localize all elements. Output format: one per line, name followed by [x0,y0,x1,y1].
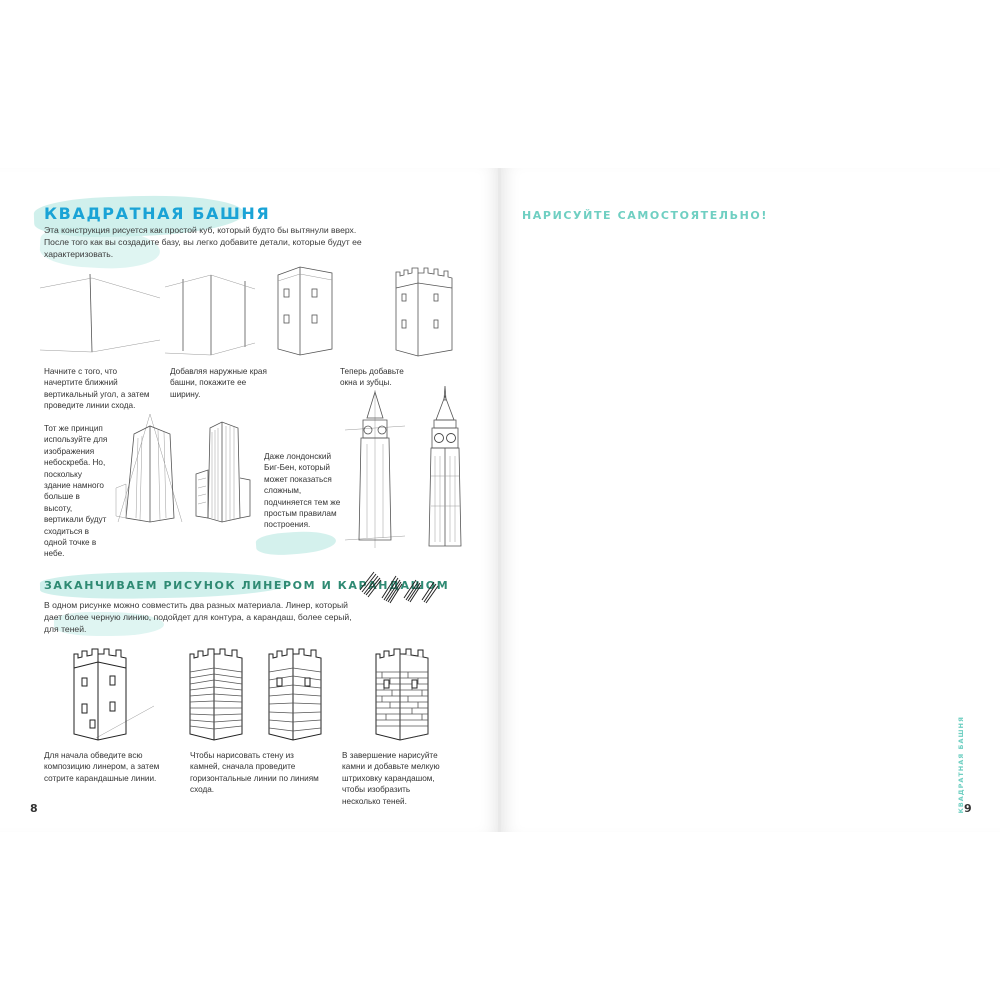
sketch-tower-liner [66,646,156,742]
bigben-brush-stroke [255,529,336,557]
section-title-liner-pencil: ЗАКАНЧИВАЕМ РИСУНОК ЛИНЕРОМ И КАРАНДАШОМ [44,579,450,592]
sketch-step3 [270,263,340,358]
sketch-step2 [165,273,255,358]
page-number-left: 8 [30,802,38,815]
pencil-hatching-swatches [356,570,440,606]
caption-stones: Чтобы нарисовать стену из камней, сначала проведите горизонтальные линии по линиям схода. [190,751,319,795]
sketch-skyscraper-finished [188,418,258,524]
sketch-tower-horizontal-lines-2 [265,646,325,742]
sketch-skyscraper-construction [112,414,187,524]
section-lead-liner-pencil: В одном рисунке можно совместить два разных материала. Линер, который дает более черную линию, подойдет для контура, а карандаш, более серый, для теней. [44,600,352,634]
right-page [501,168,1000,832]
sketch-tower-horizontal-lines [186,646,246,742]
caption-step1: Начните с того, что начертите ближний вертикальный угол, а затем проведите линии схода. [44,367,150,411]
book-spread [0,168,1000,832]
caption-finish: В завершение нарисуйте камни и добавьте мелкую штриховку карандашом, чтобы изобразить несколько теней. [342,751,440,806]
caption-step2: Добавляя наружные края башни, покажите ее ширину. [170,367,267,399]
caption-skyscraper: Тот же принцип используйте для изображения небоскреба. Но, поскольку здание намного больше в высоту, вертикали будут сходиться в одной точке в небе. [44,424,108,559]
sketch-step3-battlements [390,266,460,358]
caption-bigben: Даже лондонский Биг-Бен, который может показаться сложным, подчиняется тем же простым правилам построения. [264,452,341,530]
side-tab-label: КВАДРАТНАЯ БАШНЯ [957,716,965,814]
sketch-bigben-finished [420,386,470,550]
section-title-square-tower: КВАДРАТНАЯ БАШНЯ [44,204,271,223]
page-number-right: 9 [964,802,972,815]
sketch-bigben-construction [345,390,405,550]
sketch-step1 [40,268,160,358]
section-lead-square-tower: Эта конструкция рисуется как простой куб, который будто бы вытянули вверх. После того как вы создадите базу, вы легко добавите детали, которые будут ее характеризовать. [44,225,362,259]
practice-title: НАРИСУЙТЕ САМОСТОЯТЕЛЬНО! [522,209,768,222]
left-page [0,168,499,832]
caption-step3: Теперь добавьте окна и зубцы. [340,367,404,388]
caption-liner: Для начала обведите всю композицию линером, а затем сотрите карандашные линии. [44,751,160,783]
sketch-tower-stones-shaded [372,646,432,742]
